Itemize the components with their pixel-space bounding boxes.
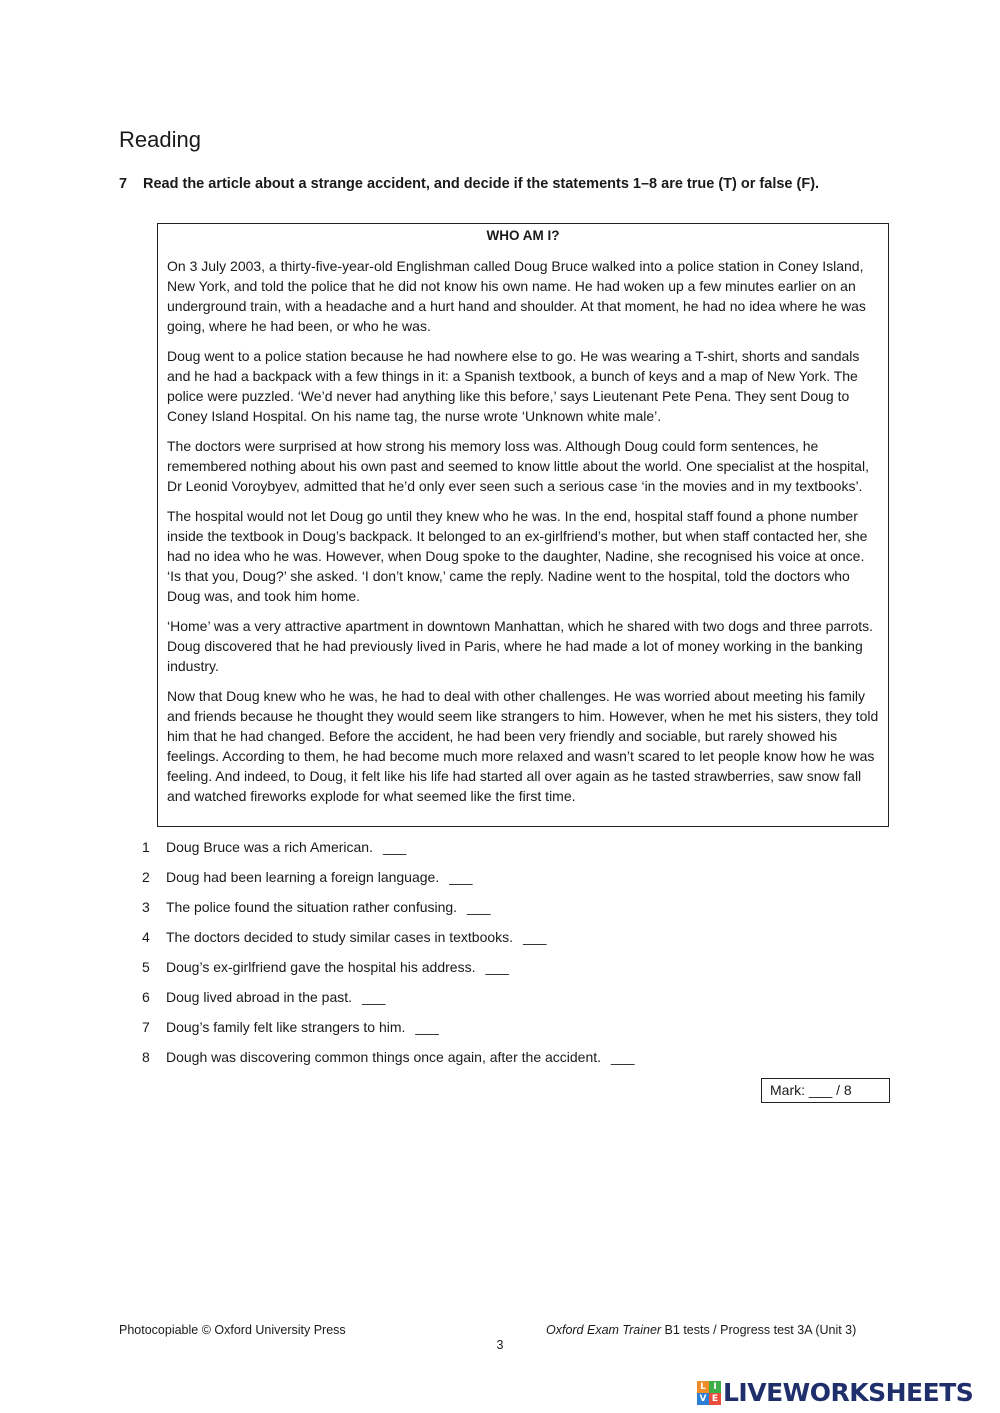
statement-number: 7	[142, 1019, 150, 1035]
task-number: 7	[119, 176, 128, 192]
statement-text: Doug’s ex-girlfriend gave the hospital his address.	[166, 959, 476, 975]
logo-tile: L	[697, 1381, 709, 1393]
statement-number: 3	[142, 899, 150, 915]
answer-blank[interactable]: ___	[611, 1049, 635, 1065]
article-paragraph: Now that Doug knew who he was, he had to deal with other challenges. He was worried about meeting his family and friends because he thought they would seem like strangers to him. However, when he met his sisters, they told him that he had changed. Before the accident, he had been very friendly and sociable, but rarely showed his feelings. According to them, he had become much more relaxed and wasn’t scared to let people know how he was feeling. And indeed, to Doug, it felt like his life had started all over again as he tasted strawberries, saw snow fall and watched fireworks explode for what seemed like the first time.	[167, 688, 879, 804]
footer-book-title: Oxford Exam Trainer	[546, 1323, 662, 1337]
answer-blank[interactable]: ___	[523, 929, 547, 945]
statement-item	[142, 897, 842, 927]
answer-blank[interactable]: ___	[467, 899, 491, 915]
article-title: WHO AM I?	[486, 228, 560, 243]
statement-number: 4	[142, 929, 150, 945]
section-title: Reading	[119, 127, 201, 152]
article-paragraph: ‘Home’ was a very attractive apartment in downtown Manhattan, which he shared with two dogs and three parrots. Doug discovered that he had previously lived in Paris, where he had made a lot of money working in the banking industry.	[167, 618, 874, 674]
statement-text: The doctors decided to study similar cases in textbooks.	[166, 929, 514, 945]
article-paragraph: Doug went to a police station because he had nowhere else to go. He was wearing a T-shirt, shorts and sandals and he had a backpack with a few things in it: a Spanish textbook, a bunch of keys and a map of New York. The police were puzzled. ‘We’d never had anything like this before,’ says Lieutenant Pete Pena. They sent Doug to Coney Island Hospital. On his name tag, the nurse wrote ‘Unknown white male’.	[167, 348, 860, 424]
statement-text: The police found the situation rather confusing.	[166, 899, 458, 915]
liveworksheets-brand[interactable]	[697, 1378, 973, 1408]
footer-test-name: B1 tests / Progress test 3A (Unit 3)	[661, 1323, 857, 1337]
page-number: 3	[496, 1338, 504, 1352]
statement-text: Doug had been learning a foreign language.	[166, 869, 440, 885]
logo-tile: I	[709, 1381, 721, 1393]
mark-box: Mark: ___ / 8	[761, 1078, 890, 1103]
statement-text: Doug lived abroad in the past.	[166, 989, 353, 1005]
footer-copyright: Photocopiable © Oxford University Press	[119, 1323, 346, 1337]
task-instruction-text: Read the article about a strange accident, and decide if the statements 1–8 are true (T) or false (F).	[143, 176, 820, 192]
footer-test-info	[546, 1323, 856, 1337]
article-box	[157, 223, 889, 827]
statement-number: 8	[142, 1049, 150, 1065]
liveworksheets-wordmark: LIVEWORKSHEETS	[723, 1378, 974, 1407]
answer-blank[interactable]: ___	[485, 959, 509, 975]
statement-list	[142, 837, 842, 1077]
statement-item	[142, 867, 842, 897]
task-instruction	[119, 175, 879, 194]
statement-number: 6	[142, 989, 150, 1005]
statement-item	[142, 957, 842, 987]
statement-item	[142, 837, 842, 867]
statement-text: Doug Bruce was a rich American.	[166, 839, 373, 855]
statement-item	[142, 1047, 842, 1077]
logo-tile: E	[709, 1393, 721, 1405]
statement-text: Doug’s family felt like strangers to him.	[166, 1019, 406, 1035]
statement-number: 1	[142, 839, 150, 855]
answer-blank[interactable]: ___	[382, 839, 407, 855]
statement-item	[142, 927, 842, 957]
statement-text: Dough was discovering common things once again, after the accident.	[166, 1049, 602, 1065]
article-paragraph: The doctors were surprised at how strong his memory loss was. Although Doug could form sentences, he remembered nothing about his own past and seemed to know little about the world. One specialist at the hospital, Dr Leonid Voroybyev, admitted that he’d only ever seen such a serious case ‘in the movies and in my textbooks’.	[167, 438, 869, 494]
liveworksheets-logo-icon	[697, 1381, 721, 1405]
answer-blank[interactable]: ___	[415, 1019, 439, 1035]
answer-blank[interactable]: ___	[449, 869, 473, 885]
statement-number: 2	[142, 869, 150, 885]
statement-item	[142, 987, 842, 1017]
statement-item	[142, 1017, 842, 1047]
statement-number: 5	[142, 959, 150, 975]
article-paragraph: On 3 July 2003, a thirty-five-year-old Englishman called Doug Bruce walked into a police station in Coney Island, New York, and told the police that he did not know his own name. He had woken up a few minutes earlier on an underground train, with a headache and a hurt hand and shoulder. At that moment, he had no idea where he was going, where he had been, or who he was.	[167, 258, 866, 334]
logo-tile: V	[697, 1393, 709, 1405]
article-paragraph: The hospital would not let Doug go until they knew who he was. In the end, hospital staff found a phone number inside the textbook in Doug’s backpack. It belonged to an ex-girlfriend’s mother, but when staff contacted her, she had no idea who he was. However, when Doug spoke to the daughter, Nadine, she recognised his voice at once. ‘Is that you, Doug?’ she asked. ‘I don’t know,’ came the reply. Nadine went to the hospital, told the doctors who Doug was, and took him home.	[167, 508, 868, 604]
answer-blank[interactable]: ___	[362, 989, 386, 1005]
